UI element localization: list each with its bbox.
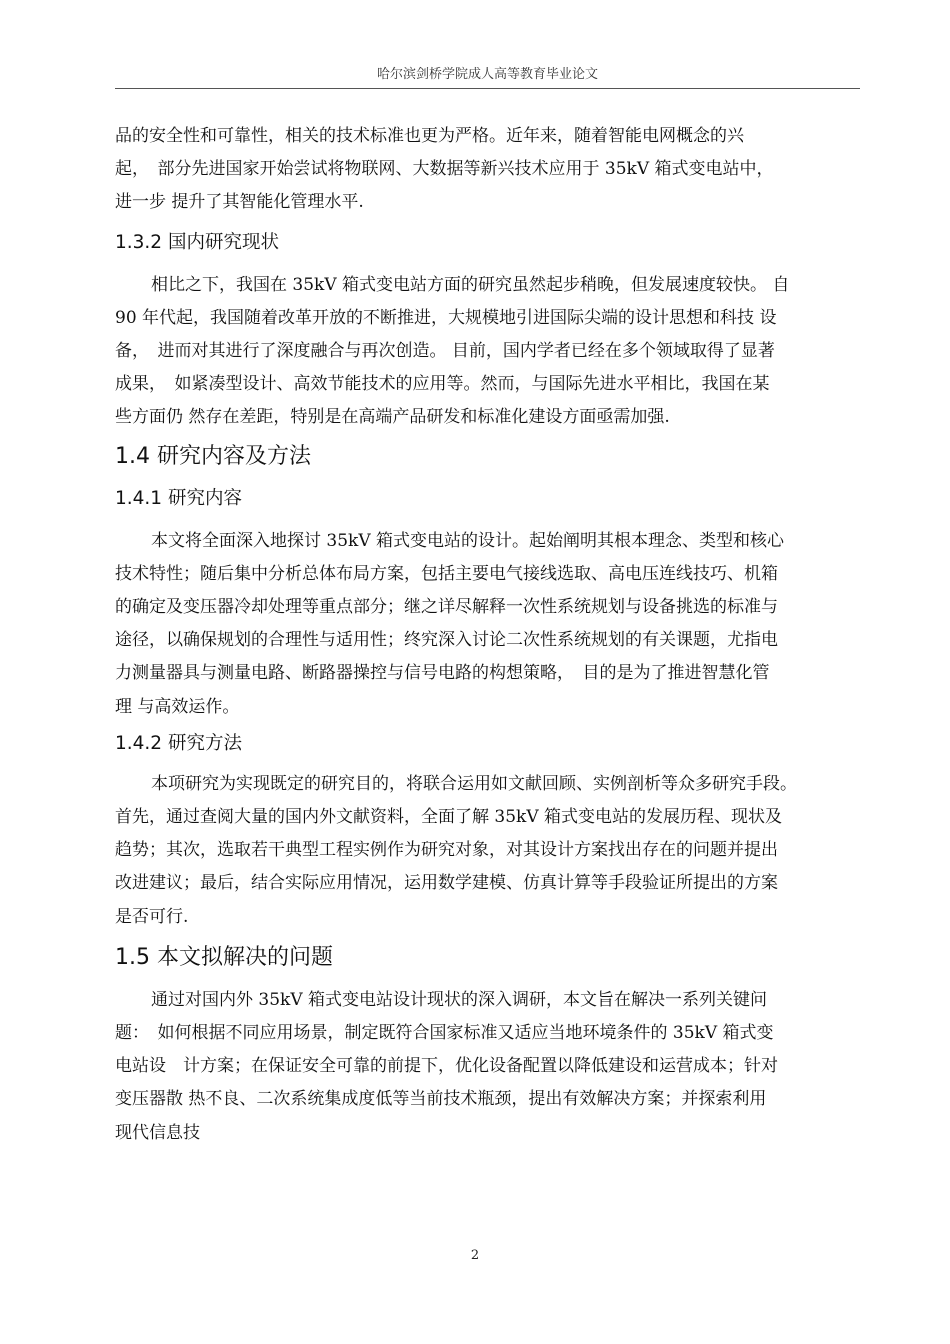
paragraph-problems-to-solve (115, 984, 867, 1150)
heading-1-4-1: 1.4.1 研究内容 (115, 487, 242, 509)
para-line: 通过对国内外 35kV 箱式变电站设计现状的深入调研，本文旨在解决一系列关键问 (151, 989, 768, 1010)
intro-continued-paragraph (115, 120, 867, 220)
para-line: 些方面仍 然存在差距，特别是在高端产品研发和标准化建设方面亟需加强. (115, 407, 670, 428)
para-line: 成果， 如紧凑型设计、高效节能技术的应用等。然而，与国际先进水平相比，我国在某 (115, 374, 770, 395)
para-line: 本项研究为实现既定的研究目的，将联合运用如文献回顾、实例剖析等众多研究手段。 (151, 773, 797, 794)
para-line: 途径，以确保规划的合理性与适用性；终究深入讨论二次性系统规划的有关课题，尤指电 (115, 630, 778, 651)
heading-1-4: 1.4 研究内容及方法 (115, 443, 311, 469)
para-line: 力测量器具与测量电路、断路器操控与信号电路的构想策略， 目的是为了推进智慧化管 (115, 663, 770, 684)
para-line: 电站设 计方案；在保证安全可靠的前提下，优化设备配置以降低建设和运营成本；针对 (115, 1056, 778, 1077)
para-line: 改进建议；最后，结合实际应用情况，运用数学建模、仿真计算等手段验证所提出的方案 (115, 873, 778, 894)
paragraph-research-content (115, 525, 867, 724)
para-line: 是否可行. (115, 906, 189, 927)
heading-1-3-2: 1.3.2 国内研究现状 (115, 231, 279, 253)
para-line: 变压器散 热不良、二次系统集成度低等当前技术瓶颈，提出有效解决方案；并探索利用 (115, 1089, 767, 1110)
para-line: 备， 进而对其进行了深度融合与再次创造。 目前，国内学者已经在多个领域取得了显著 (115, 341, 775, 362)
para-line: 首先，通过查阅大量的国内外文献资料，全面了解 35kV 箱式变电站的发展历程、现状及 (115, 807, 783, 828)
running-header: 哈尔滨剑桥学院成人高等教育毕业论文 (376, 67, 598, 82)
para-line: 90 年代起，我国随着改革开放的不断推进，大规模地引进国际尖端的设计思想和科技 设 (115, 307, 777, 328)
para-line: 起， 部分先进国家开始尝试将物联网、大数据等新兴技术应用于 35kV 箱式变电站中， (115, 159, 774, 180)
para-line: 的确定及变压器冷却处理等重点部分；继之详尽解释一次性系统规划与设备挑选的标准与 (115, 597, 778, 618)
para-line: 题： 如何根据不同应用场景，制定既符合国家标准又适应当地环境条件的 35kV 箱式变 (115, 1023, 774, 1044)
paragraph-research-method (115, 768, 867, 934)
para-line: 进一步 提升了其智能化管理水平. (115, 192, 364, 213)
page-number: 2 (470, 1248, 480, 1263)
para-line: 相比之下，我国在 35kV 箱式变电站方面的研究虽然起步稍晚，但发展速度较快。 自 (151, 274, 790, 295)
heading-1-4-2: 1.4.2 研究方法 (115, 732, 242, 754)
paragraph-domestic-status (115, 269, 867, 435)
heading-1-5: 1.5 本文拟解决的问题 (115, 944, 333, 970)
para-line: 本文将全面深入地探讨 35kV 箱式变电站的设计。起始阐明其根本理念、类型和核心 (151, 530, 785, 551)
para-line: 趋势；其次，选取若干典型工程实例作为研究对象，对其设计方案找出存在的问题并提出 (115, 840, 778, 861)
para-line: 现代信息技 (115, 1122, 200, 1143)
para-line: 技术特性；随后集中分析总体布局方案，包括主要电气接线选取、高电压连线技巧、机箱 (115, 563, 778, 584)
para-line: 理 与高效运作。 (115, 696, 240, 717)
header-rule (115, 88, 860, 89)
page-body (115, 120, 867, 1150)
para-line: 品的安全性和可靠性，相关的技术标准也更为严格。近年来，随着智能电网概念的兴 (115, 126, 744, 146)
